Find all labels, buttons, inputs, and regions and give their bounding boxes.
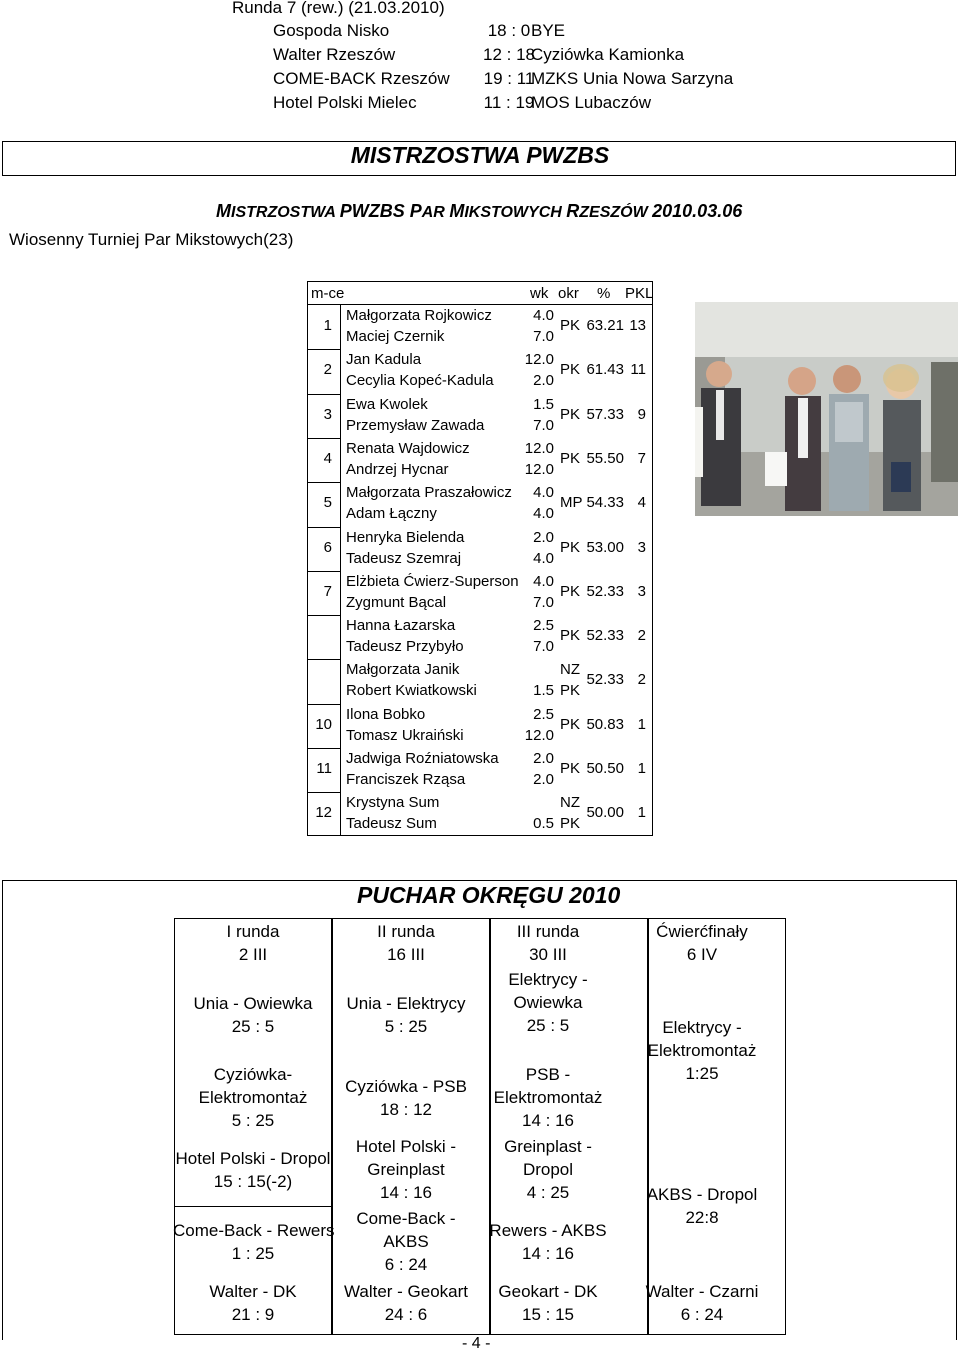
bracket-score: 25 : 5	[526, 1016, 570, 1035]
row-player-1: Hanna Łazarska	[346, 617, 456, 635]
bracket-entry	[622, 1016, 782, 1085]
match-score: 19 : 11	[483, 69, 535, 88]
row-okr: PK	[560, 627, 581, 645]
row-okr: PK	[560, 760, 581, 777]
bracket-entry	[173, 1219, 333, 1265]
bracket-score: 21 : 9	[231, 1305, 275, 1324]
row-percent: 50.50	[586, 760, 624, 777]
bracket-score: 6 : 24	[384, 1255, 428, 1274]
row-player-1: Jan Kadula	[346, 351, 422, 369]
match-away: MOS Lubaczów	[531, 93, 651, 112]
bracket-score: 1 : 25	[231, 1244, 275, 1263]
match-away: MZKS Unia Nowa Sarzyna	[531, 69, 734, 88]
bracket-label: Come-Back - Rewers	[173, 1221, 335, 1240]
bracket-entry	[326, 920, 486, 966]
row-pkl: 3	[637, 538, 646, 556]
bracket-entry	[468, 1280, 628, 1326]
bracket-label: Hotel Polski -	[355, 1137, 457, 1156]
row-percent: 52.33	[586, 627, 624, 645]
team-photo	[695, 302, 958, 516]
bracket-score: 5 : 25	[231, 1111, 275, 1130]
row-pkl: 9	[637, 405, 646, 423]
row-wk-2: 1.5	[533, 682, 554, 700]
row-place: 12	[315, 804, 332, 822]
row-wk-1: 4.0	[533, 572, 554, 590]
match-away: Cyziówka Kamionka	[531, 45, 685, 64]
row-pkl: 11	[630, 361, 646, 379]
row-wk-1: 2.5	[533, 617, 554, 635]
subheading-part: M	[449, 201, 465, 221]
row-wk-1: 12.0	[524, 439, 554, 457]
row-player-2: Franciszek Rząsa	[346, 771, 466, 788]
bracket-label: 30 III	[529, 945, 567, 964]
bracket-entry	[173, 920, 333, 966]
bracket-label: 16 III	[387, 945, 425, 964]
match-home: COME-BACK Rzeszów	[273, 69, 450, 88]
bracket-label: Come-Back -	[356, 1209, 456, 1228]
row-okr-2: PK	[560, 682, 581, 700]
row-wk-1: 4.0	[533, 307, 554, 324]
subheading-part: ZESZÓW	[579, 204, 653, 221]
row-player-1: Krystyna Sum	[346, 794, 440, 812]
round-title: Runda 7 (rew.) (21.03.2010)	[232, 0, 445, 17]
header-okr: okr	[558, 285, 579, 302]
subheading-part: ISTRZOSTWA	[231, 204, 340, 221]
subheading-part: 2010.03.06	[652, 201, 743, 221]
bracket-score: 14 : 16	[380, 1183, 432, 1202]
row-okr: PK	[560, 582, 581, 600]
bracket-entry	[468, 1219, 628, 1265]
table-row-divider	[308, 349, 340, 350]
row-percent: 52.33	[586, 582, 624, 600]
row-player-2: Tadeusz Szemraj	[346, 549, 462, 567]
bracket-label: Unia - Elektrycy	[346, 994, 466, 1013]
subheading-part: M	[216, 201, 231, 221]
match-away: BYE	[531, 21, 566, 40]
row-wk-1: 4.0	[533, 484, 554, 502]
row-player-2: Robert Kwiatkowski	[346, 682, 477, 700]
bracket-score: 5 : 25	[384, 1017, 428, 1036]
bracket-score: 24 : 6	[384, 1305, 428, 1324]
subheading-part: R	[566, 201, 580, 221]
table-row-divider	[308, 659, 340, 660]
bracket-entry	[326, 1280, 486, 1326]
bracket-label: PSB -	[525, 1065, 571, 1084]
row-place: 3	[323, 405, 332, 423]
row-okr: PK	[560, 361, 581, 379]
bracket-label: Walter - Czarni	[645, 1282, 759, 1301]
row-player-1: Małgorzata Janik	[346, 661, 460, 679]
table-column-divider	[340, 305, 341, 836]
bracket-label: Greinplast	[367, 1160, 445, 1179]
row-percent: 54.33	[586, 494, 624, 512]
row-player-2: Przemysław Zawada	[346, 416, 485, 434]
bracket-entry	[173, 1147, 333, 1193]
header-pct: %	[597, 285, 611, 302]
row-wk-2: 7.0	[533, 638, 554, 656]
row-player-1: Henryka Bielenda	[346, 528, 465, 546]
row-okr-1: NZ	[560, 661, 580, 679]
row-pkl: 13	[629, 317, 646, 334]
bracket-label: Unia - Owiewka	[193, 994, 313, 1013]
bracket-score: 14 : 16	[522, 1244, 574, 1263]
row-place: 6	[323, 538, 332, 556]
row-pkl: 1	[637, 804, 646, 822]
bracket-label: Elektromontaż	[647, 1041, 757, 1060]
bracket-entry	[173, 1280, 333, 1326]
row-player-2: Tomasz Ukraiński	[346, 726, 464, 744]
row-place: 2	[323, 361, 332, 379]
row-place: 5	[323, 494, 332, 512]
bracket-label: Walter - Geokart	[343, 1282, 469, 1301]
bracket-entry	[326, 992, 486, 1038]
bracket-label: III runda	[516, 922, 580, 941]
bracket-label: 6 IV	[686, 945, 718, 964]
row-percent: 57.33	[586, 405, 624, 423]
row-wk-2: 4.0	[533, 505, 554, 523]
row-player-2: Zygmunt Bącal	[346, 593, 447, 611]
row-pkl: 1	[637, 760, 646, 777]
bracket-label: Cyziówka-	[213, 1065, 293, 1084]
row-place: 11	[316, 760, 332, 777]
subheading-part: IKSTOWYCH	[464, 204, 567, 221]
table-row-divider	[308, 482, 340, 483]
bracket-score: 18 : 12	[380, 1100, 432, 1119]
bracket-label: Cyziówka - PSB	[345, 1077, 467, 1096]
table-header-divider	[308, 304, 652, 305]
header-place: m-ce	[311, 285, 345, 302]
row-wk-1: 2.5	[533, 705, 554, 723]
bracket-entry	[326, 1207, 486, 1276]
bracket-score: 1:25	[685, 1064, 719, 1083]
table-row-divider	[308, 615, 340, 616]
bracket-label: Ćwierćfinały	[656, 922, 748, 941]
tournament-name: Wiosenny Turniej Par Mikstowych(23)	[9, 230, 294, 249]
bracket-label: Dropol	[522, 1160, 574, 1179]
subheading-part: AR	[421, 204, 450, 221]
table-row-divider	[308, 748, 340, 749]
bracket-entry	[468, 968, 628, 1037]
header-pkl: PKL	[625, 285, 654, 302]
table-row-divider	[308, 704, 340, 705]
row-wk-2: 4.0	[533, 549, 554, 567]
bracket-entry	[173, 1063, 333, 1132]
row-place: 1	[323, 317, 332, 334]
mistrz-heading: MISTRZOSTWA PWZBS	[350, 142, 610, 168]
subheading-part: PWZBS	[339, 201, 410, 221]
bracket-entry	[622, 920, 782, 966]
row-percent: 53.00	[586, 538, 624, 556]
row-percent: 63.21	[586, 317, 624, 334]
match-home: Gospoda Nisko	[273, 21, 390, 40]
bracket-score: 15 : 15	[522, 1305, 574, 1324]
row-place: 10	[315, 715, 332, 733]
bracket-entry	[326, 1135, 486, 1204]
row-player-1: Jadwiga Roźniatowska	[346, 750, 499, 767]
row-pkl: 3	[637, 582, 646, 600]
row-place: 7	[323, 582, 332, 600]
bracket-label: II runda	[377, 922, 435, 941]
match-score: 12 : 18	[483, 45, 535, 64]
bracket-label: Hotel Polski - Dropol	[175, 1149, 331, 1168]
bracket-label: Geokart - DK	[498, 1282, 598, 1301]
header-wk: wk	[530, 285, 549, 302]
row-okr: PK	[560, 317, 581, 334]
match-home: Walter Rzeszów	[273, 45, 396, 64]
bracket-entry	[468, 1063, 628, 1132]
row-percent: 61.43	[586, 361, 624, 379]
row-percent: 55.50	[586, 449, 624, 467]
bracket-score: 22:8	[685, 1208, 719, 1227]
row-okr: MP	[560, 494, 583, 512]
row-player-2: Maciej Czernik	[346, 328, 445, 345]
row-player-1: Ewa Kwolek	[346, 395, 428, 413]
row-percent: 52.33	[586, 671, 624, 689]
bracket-label: Greinplast -	[504, 1137, 592, 1156]
bracket-label: AKBS - Dropol	[646, 1185, 758, 1204]
row-wk-1: 2.0	[533, 750, 554, 767]
match-home: Hotel Polski Mielec	[273, 93, 417, 112]
row-player-1: Renata Wajdowicz	[346, 439, 470, 457]
row-percent: 50.83	[586, 715, 624, 733]
row-player-2: Tadeusz Przybyło	[346, 638, 464, 656]
bracket-entry	[173, 992, 333, 1038]
row-player-2: Tadeusz Sum	[346, 815, 437, 833]
bracket-entry	[468, 920, 628, 966]
row-wk-2: 12.0	[524, 726, 554, 744]
row-pkl: 7	[637, 449, 646, 467]
page-number: - 4 -	[462, 1335, 491, 1352]
bracket-score: 4 : 25	[526, 1183, 570, 1202]
row-wk-2: 2.0	[533, 771, 554, 788]
row-wk-2: 12.0	[524, 460, 554, 478]
row-okr-2: PK	[560, 815, 581, 833]
row-percent: 50.00	[586, 804, 624, 822]
subheading-part: P	[409, 201, 422, 221]
bracket-label: Elektrycy -	[508, 970, 588, 989]
row-player-1: Elżbieta Ćwierz-Superson	[346, 572, 519, 590]
bracket-label: Rewers - AKBS	[489, 1221, 607, 1240]
bracket-label: Elektrycy -	[662, 1018, 742, 1037]
mistrz-subheading	[216, 201, 742, 222]
row-player-2: Andrzej Hycnar	[346, 460, 449, 478]
bracket-label: Elektromontaż	[198, 1088, 308, 1107]
bracket-entry	[326, 1075, 486, 1121]
bracket-label: AKBS	[383, 1232, 429, 1251]
row-wk-2: 7.0	[533, 328, 554, 345]
bracket-label: 2 III	[238, 945, 268, 964]
row-pkl: 2	[637, 671, 646, 689]
row-okr: PK	[560, 715, 581, 733]
match-score: 11 : 19	[483, 93, 535, 112]
row-pkl: 1	[637, 715, 646, 733]
bracket-label: I runda	[226, 922, 280, 941]
row-player-1: Małgorzata Rojkowicz	[346, 307, 492, 324]
bracket-entry	[468, 1135, 628, 1204]
row-pkl: 4	[637, 494, 646, 512]
row-wk-2: 2.0	[533, 372, 554, 390]
row-player-1: Małgorzata Praszałowicz	[346, 484, 512, 502]
row-pkl: 2	[637, 627, 646, 645]
row-wk-1: 2.0	[533, 528, 554, 546]
bracket-column-box	[648, 918, 786, 1335]
row-wk-2: 7.0	[533, 416, 554, 434]
puchar-heading: PUCHAR OKRĘGU 2010	[357, 882, 621, 908]
table-row-divider	[308, 394, 340, 395]
row-okr: PK	[560, 538, 581, 556]
bracket-entry	[622, 1183, 782, 1229]
row-wk-1: 1.5	[533, 395, 554, 413]
row-player-2: Adam Łączny	[346, 505, 437, 523]
row-player-1: Ilona Bobko	[346, 705, 426, 723]
row-okr: PK	[560, 405, 581, 423]
row-wk-1: 12.0	[524, 351, 554, 369]
bracket-label: Owiewka	[513, 993, 583, 1012]
row-okr: PK	[560, 449, 581, 467]
row-okr-1: NZ	[560, 794, 580, 812]
table-row-divider	[308, 438, 340, 439]
row-wk-2: 7.0	[533, 593, 554, 611]
table-row-divider	[308, 527, 340, 528]
bracket-score: 25 : 5	[231, 1017, 275, 1036]
row-place: 4	[323, 449, 332, 467]
bracket-entry	[622, 1280, 782, 1326]
match-score: 18 : 0	[487, 21, 531, 40]
bracket-score: 15 : 15(-2)	[213, 1172, 293, 1191]
bracket-label: Elektromontaż	[493, 1088, 603, 1107]
bracket-score: 6 : 24	[680, 1305, 724, 1324]
bracket-score: 14 : 16	[522, 1111, 574, 1130]
bracket-label: Walter - DK	[209, 1282, 297, 1301]
row-player-2: Cecylia Kopeć-Kadula	[346, 372, 494, 390]
table-row-divider	[308, 571, 340, 572]
table-row-divider	[308, 792, 340, 793]
row-wk-2: 0.5	[533, 815, 554, 833]
